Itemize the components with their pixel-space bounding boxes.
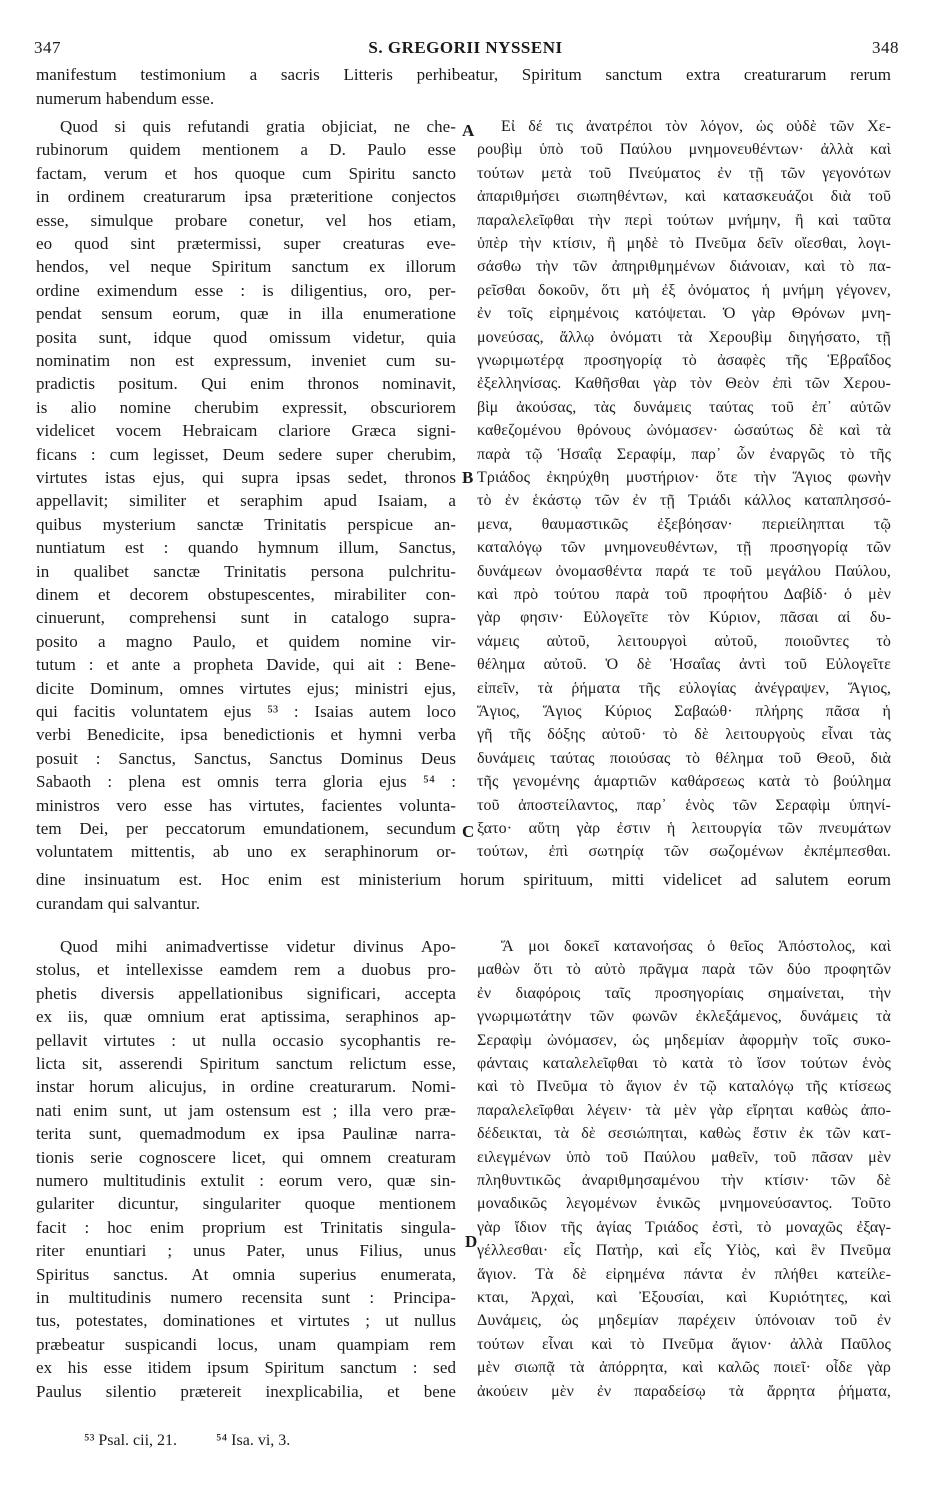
text-line: eo quod sint prætermissi, super creaturas eve- [36,234,456,253]
text-line: καταλόγῳ τῶν μνημονευθέντων, τῇ προσηγορίᾳ τῶν [477,539,891,557]
text-line: γέλλεσθαι· εἷς Πατὴρ, καὶ εἷς Υἱὸς, καὶ ἓν Πνεῦμα [477,1242,891,1260]
text-line: Quod mihi animadvertisse videtur divinus Apo- [60,937,456,956]
text-line: ἀπαριθμήσει σιωπηθέντων, καὶ κατασκευάζοι διὰ τοῦ [477,188,891,206]
text-line: appellavit; similiter et seraphim apud Isaiam, a [36,491,456,511]
text-line: pradictis positum. Qui enim thronos nominavit, [36,374,456,394]
text-line: stolus, et intellexisse eamdem rem a duobus pro- [36,960,456,980]
text-line: riter enuntiari ; unus Pater, unus Filius, unus [36,1241,456,1261]
text-line: Sabaoth : plena est omnis terra gloria ejus ⁵⁴ : [36,772,456,792]
text-line: μαθὼν ὅτι τὸ αὐτὸ πρᾶγμα παρὰ τῶν δύο προφητῶν [477,961,891,979]
text-line: βὶμ ἀκούσας, τὰς δυνάμεις ταύτας τοῦ ἐπ᾽ αὐτῶν [477,398,891,416]
text-line: γῆ τῆς δόξης αὐτοῦ· τὸ δὲ λειτουργοὺς εἶναι τὰς [477,726,891,744]
text-line: φάνταις καταλελεῖφθαι τὸ κατὰ τὸ ἴσον τούτων ἑνὸς [477,1055,891,1072]
text-line: pendat sensum eorum, quæ in illa enumeratione [36,304,456,324]
text-line: ὑπὲρ τὴν κτίσιν, ἢ μηδὲ τὸ Πνεῦμα δεῖν οἴεσθαι, λογι- [477,235,891,252]
text-line: ἀκούειν μὲν ἐν παραδείσῳ τὰ ἄρρητα ῥήματα, [477,1382,891,1400]
text-line: licta sit, asserendi Spiritum sanctum relictum esse, [36,1054,456,1073]
text-line: μοναδικῶς λεγομένων ἑνικῶς μνημονεύσαντος. Τοῦτο [477,1195,891,1213]
footnote-53: ⁵³ Psal. cii, 21. [84,1432,178,1449]
text-line: ἅγιον. Τὰ δὲ εἰρημένα πάντα ἐν πλήθει κατείλε- [477,1265,891,1283]
text-line: esse, simulque probare conetur, vel hos etiam, [36,210,456,230]
text-line: Paulus silentio prætereit inexplicabilia, et bene [36,1381,456,1401]
text-line: Spiritus sanctus. At omnia superius enumerata, [36,1264,456,1284]
text-line: nuntiatum est : quando hymnum illum, Sanctus, [36,538,456,558]
text-line: tem Dei, per peccatorum emundationem, secundum [36,819,456,838]
text-line: δυνάμεων ὀνομασθέντα παρά τε τοῦ μεγάλου Παύλου, [477,562,891,580]
text-line: Quod si quis refutandi gratia objiciat, ne che- [60,117,456,136]
text-line: ordine eximendum esse : is diligentius, oro, per- [36,280,456,300]
text-line: in ordinem creaturarum ipsa præteritione conjectos [36,187,456,207]
text-line: ex iis, quæ omnium erat aptissima, seraphinos ap- [36,1007,456,1027]
text-line: curandam qui salvantur. [36,893,201,913]
text-line: posito a magno Paulo, et quidem nomine vir- [36,631,456,651]
text-line: rubinorum quidem mentionem a D. Paulo esse [36,140,456,160]
text-line: νάμεις αὐτοῦ, λειτουργοὶ αὐτοῦ, ποιοῦντες τὸ [477,632,891,650]
text-line: κται, Ἀρχαὶ, καὶ Ἐξουσίαι, καὶ Κυριότητες, καὶ [477,1289,891,1306]
text-line: hendos, vel neque Spiritum sanctum ex illorum [36,257,456,277]
text-line: nominatim non est expressum, inveniet cum su- [36,351,456,370]
text-line: εἰπεῖν, τὰ ῥήματα τῆς εὐλογίας ἀνέγραψεν, Ἅγιος, [477,679,891,697]
text-line: καὶ τὸ Πνεῦμα τὸ ἅγιον ἐν τῷ καταλόγῳ τῆς κτίσεως [477,1078,891,1096]
text-line: gulariter dicuntur, singulariter quoque mentionem [36,1194,456,1214]
text-line: is alio nomine cherubim expressit, obscuriorem [36,397,456,417]
text-line: ρουβὶμ ὑπὸ τοῦ Παύλου μνημονευθέντων· ἀλλὰ καὶ [477,141,891,159]
text-line: τοῦ ἀποστείλαντος, παρ᾽ ἑνὸς τῶν Σεραφὶμ ὑπηνί- [477,796,891,814]
text-line: ξατο· αὕτη γὰρ ἐστιν ἡ λειτουργία τῶν πνευμάτων [477,820,891,837]
text-line: in qualibet sanctæ Trinitatis persona pulchritu- [36,561,456,581]
text-line: τούτων μετὰ τοῦ Πνεύματος ἐν τῇ τῶν γεγονότων [477,164,891,182]
text-line: dinem et decorem obstupescentes, mirabiliter con- [36,585,456,604]
text-line: terita sunt, quemadmodum ex ipsa Paulinæ narra- [36,1124,456,1144]
text-line: Ἅ μοι δοκεῖ κατανοήσας ὁ θεῖος Ἀπόστολος, καὶ [501,938,891,955]
text-line: παρὰ τῷ Ἡσαΐᾳ Σεραφίμ, παρ᾽ ὧν ἐναργῶς τὸ τῆς [477,445,891,463]
text-line: γὰρ φησιν· Εὐλογεῖτε τὸν Κύριον, πᾶσαι αἱ δυ- [477,609,891,627]
text-line: γὰρ ἴδιον τῆς ἁγίας Τριάδος ἐστὶ, τὸ μοναχῶς ἐξαγ- [477,1218,891,1236]
text-line: manifestum testimonium a sacris Litteris perhibeatur, Spiritum sanctum extra creaturarum rerum [36,65,891,84]
text-line: Σεραφὶμ ὠνόμασεν, ὡς μηδεμίαν ἀφορμὴν τοῖς συκο- [477,1031,891,1049]
text-line: tutum : et ante a propheta Davide, qui ait : Bene- [36,655,456,675]
text-line: δέδεικται, τὰ δὲ σεσιώπηται, καθὼς ἔστιν ἐκ τῶν κατ- [477,1125,891,1143]
text-line: δυνάμεις ταύτας ποιούσας τὸ θέλημα τοῦ Θεοῦ, διὰ [477,749,891,767]
text-line: τούτων, ἐπὶ σωτηρίᾳ τῶν σωζομένων ἐκπέμπεσθαι. [477,843,891,861]
text-line: voluntatem mittentis, ab uno ex seraphinorum or- [36,842,456,862]
text-line: ministros vero esse has virtutes, facientes volunta- [36,795,456,815]
text-line: ex his esse itidem ipsum Spiritum sanctum : sed [36,1358,456,1378]
text-line: Εἰ δέ τις ἀνατρέποι τὸν λόγον, ὡς οὐδὲ τῶν Χε- [501,118,891,135]
text-line: verbi Benedicite, ipsa benedictionis et hymni verba [36,725,456,745]
margin-marker-b: B [462,468,474,487]
text-line: tionis serie cognoscere licet, qui omnem creaturam [36,1147,456,1167]
text-line: cinuerunt, comprehensi sunt in catalogo supra- [36,608,456,628]
text-line: instar horum alicujus, in ordine creaturarum. Nomi- [36,1077,456,1097]
text-line: Δυνάμεις, ὡς μηδεμίαν παρέχειν ὑπόνοιαν τοῦ ἐν [477,1312,891,1330]
text-line: μονεύσας, ἄλλῳ ὀνόματι τὰ Χερουβὶμ διηγήσατο, τῇ [477,328,891,346]
page-number-left: 347 [34,38,61,57]
text-line: μὲν σιωπᾷ τὰ ἀπόρρητα, καὶ καλῶς ποιεῖ· οἶδε γὰρ [477,1359,891,1377]
page-number-right: 348 [872,38,899,57]
text-line: ρεῖσθαι δοκοῦν, ὅτι μὴ ἐξ ὀνόματος ἡ μνήμη γέγονεν, [477,281,891,299]
text-line: τῆς γενομένης ἁμαρτιῶν καθάρσεως κατὰ τὸ βούλημα [477,773,891,791]
text-line: σάσθω τὴν τῶν ἀπηριθμημένων διάνοιαν, καὶ τὸ πα- [477,258,891,276]
text-line: ειλεγμένων ὑπὸ τοῦ Παύλου μαθεῖν, τοῦ πᾶσαν μὲν [477,1148,891,1166]
text-line: μενα, θαυμαστικῶς ἐξεβόησαν· περιείληπται τῷ [477,515,891,533]
text-line: γνωριμωτέρᾳ προσηγορίᾳ τὸ ἀσαφὲς τῆς Ἑβραΐδος [477,352,891,369]
margin-marker-d: D [465,1232,478,1251]
text-line: τούτων εἶναι καὶ τὸ Πνεῦμα ἅγιον· ἀλλὰ Παῦλος [477,1335,891,1353]
text-line: numerum habendum esse. [36,88,215,108]
text-line: phetis diversis appellationibus significari, accepta [36,983,456,1003]
text-line: quibus mysterium sanctæ Trinitatis perspicue an- [36,514,456,534]
text-line: qui facitis voluntatem ejus ⁵³ : Isaias autem loco [36,702,456,721]
text-line: καθεζομένου θρόνους ὠνόμασεν· ὡσαύτως δὲ καὶ τὰ [477,422,891,440]
text-line: πληθυντικῶς ἀναριθμησαμένου τὴν κτίσιν· τῶν δὲ [477,1172,891,1189]
text-line: ἐν τοῖς εἰρημένοις κατόψεται. Ὁ γὰρ Θρόνων μνη- [477,305,891,323]
text-line: videlicet vocem Hebraicam clariore Græca signi- [36,421,456,441]
footnote-54: ⁵⁴ Isa. vi, 3. [216,1432,291,1449]
text-line: posuit : Sanctus, Sanctus, Sanctus Dominus Deus [36,748,456,768]
margin-marker-c: C [462,822,475,841]
text-line: numero multitudinis extulit : eorum vero, quæ sin- [36,1171,456,1190]
text-line: dicite Dominum, omnes virtutes ejus; ministri ejus, [36,678,456,698]
margin-marker-a: A [462,121,475,140]
text-line: παραλελεῖφθαι τὴν περὶ τούτων μνήμην, ἢ καὶ ταῦτα [477,211,891,229]
text-line: factam, verum et hos quoque cum Spiritu sancto [36,163,456,183]
text-line: in multitudinis numero recensita sunt : Principa- [36,1288,456,1307]
text-line: παραλελεῖφθαι λέγειν· τὰ μὲν γὰρ εἴρηται καθὼς ἀπο- [477,1101,891,1119]
text-line: pellavit virtutes : ut nulla occasio sycophantis re- [36,1030,456,1050]
text-line: nati enim sunt, ut jam ostensum est ; illa vero præ- [36,1100,456,1120]
text-line: γνωριμωτάτην τῶν φωνῶν ἐκλεξάμενος, δυνάμεις τὰ [477,1008,891,1026]
text-line: tus, potestates, dominationes et virtutes ; ut nullus [36,1311,456,1331]
text-line: ficans : cum legisset, Deum sedere super cherubim, [36,444,456,464]
text-line: dine insinuatum est. Hoc enim est ministerium horum spirituum, mitti videlicet ad salutem eorum [36,870,891,889]
text-line: τὸ ἐν ἑκάστῳ τῶν ἐν τῇ Τριάδι κάλλος καταπλησσό- [477,492,891,510]
text-line: καὶ πρὸ τούτου παρὰ τοῦ προφήτου Δαβίδ· ὁ μὲν [477,586,891,603]
text-line: Τριάδος ἐκηρύχθη μυστήριον· ὅτε τὴν Ἅγιος φωνὴν [477,469,891,486]
text-line: ἐξελληνίσας. Καθῆσθαι γὰρ τὸν Θεὸν ἐπὶ τῶν Χερου- [477,375,891,393]
text-line: præbeatur suspicandi locus, unam quampiam rem [36,1334,456,1354]
text-line: θέλημα αὐτοῦ. Ὁ δὲ Ἡσαΐας ἀντὶ τοῦ Εὐλογεῖτε [477,656,891,674]
text-line: posita sunt, idque quod omissum videtur, quia [36,327,456,347]
text-line: Ἅγιος, Ἅγιος Κύριος Σαβαώθ· πλήρης πᾶσα ἡ [477,703,891,720]
text-line: facit : hoc enim proprium est Trinitatis singula- [36,1217,456,1237]
text-line: virtutes istas ejus, qui supra ipsas sedet, thronos [36,468,456,487]
running-title: S. GREGORII NYSSENI [368,38,563,57]
text-line: ἐν διαφόροις ταῖς προσηγορίαις σημαίνεται, τὴν [477,984,891,1002]
